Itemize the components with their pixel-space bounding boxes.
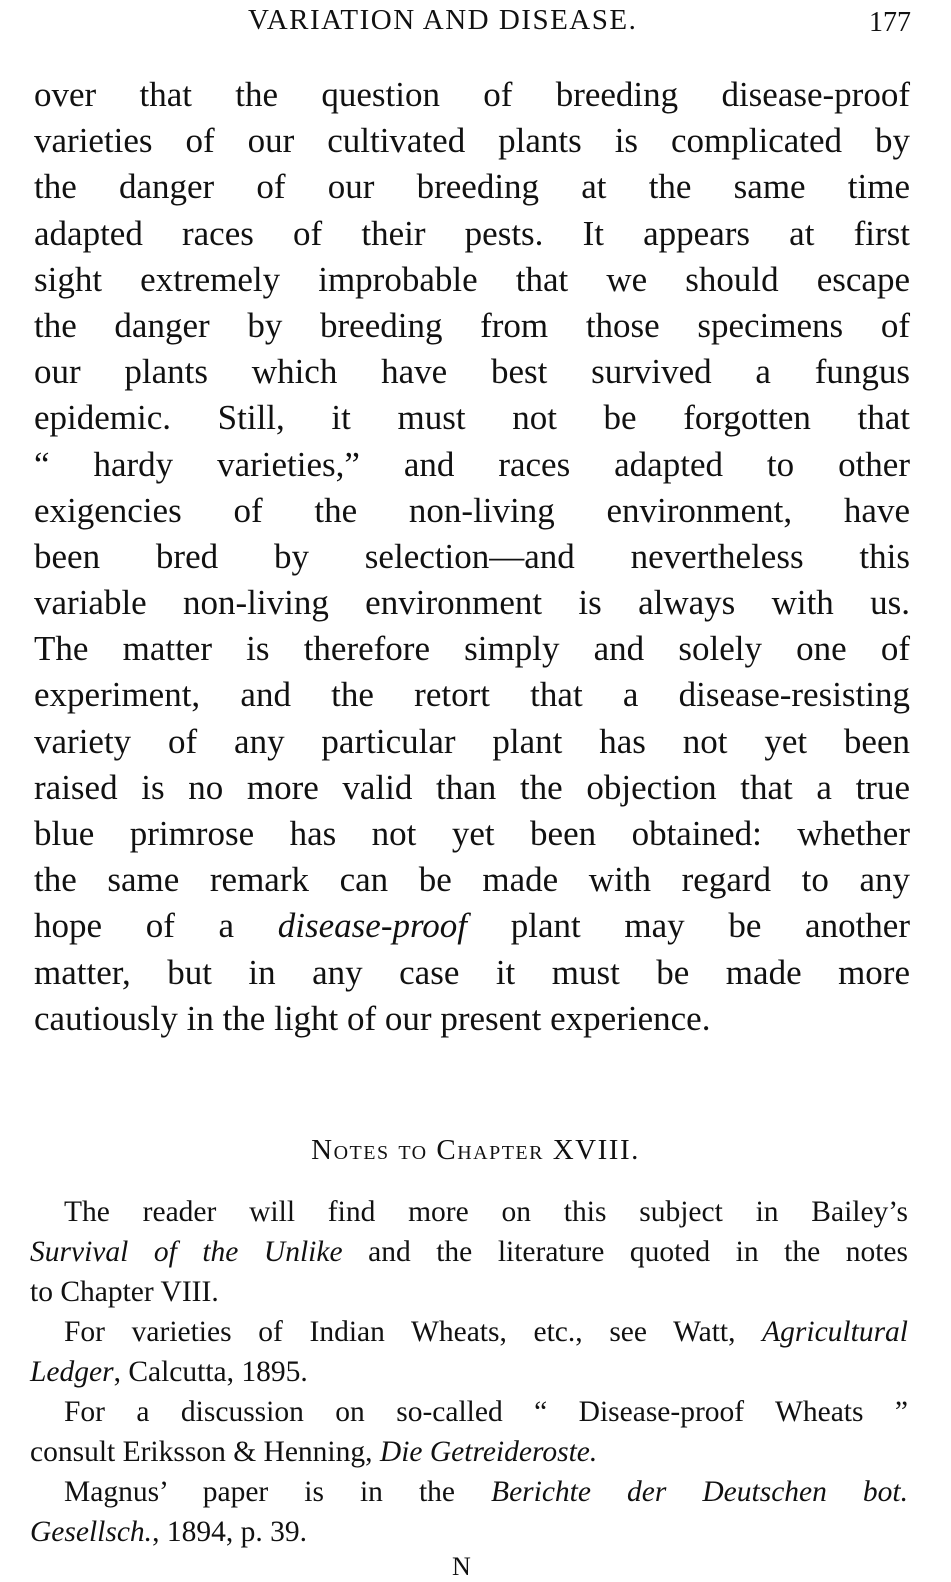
line-text: and the literature quoted in the notes	[342, 1236, 908, 1268]
body-line: experiment, and the retort that a disease-resisting	[34, 675, 910, 715]
body-line: the danger of our breeding at the same time	[34, 167, 910, 207]
body-line: sight extremely improbable that we should escape	[34, 259, 910, 299]
body-line: blue primrose has not yet been obtained: whether	[34, 814, 910, 853]
note-line	[30, 1352, 908, 1392]
line-text: , Calcutta, 1895.	[113, 1356, 308, 1388]
note-line: The reader will find more on this subject in Bailey’s	[64, 1196, 908, 1228]
book-title: Die Getreideroste.	[379, 1436, 598, 1468]
line-text: Magnus’ paper is in the	[64, 1476, 492, 1508]
book-title: Survival of the Unlike	[30, 1236, 343, 1268]
body-line: adapted races of their pests. It appears at first	[34, 213, 910, 253]
body-line: varieties of our cultivated plants is complicated by	[34, 121, 910, 161]
note-line: For a discussion on so-called “ Disease-proof Wheats ”	[64, 1396, 908, 1428]
line-text: For varieties of Indian Wheats, etc., see Watt,	[64, 1316, 763, 1348]
body-line: epidemic. Still, it must not be forgotten that	[34, 398, 910, 438]
running-title: VARIATION AND DISEASE.	[248, 4, 638, 36]
note-line: to Chapter VIII.	[30, 1276, 219, 1308]
body-line: over that the question of breeding disease-proof	[34, 75, 910, 114]
journal-title: Gesellsch.	[30, 1516, 153, 1548]
book-title: Agricultural	[762, 1316, 908, 1348]
note-line	[30, 1232, 908, 1272]
body-line: variable non-living environment is always with us.	[34, 583, 910, 623]
note-line	[30, 1432, 908, 1472]
note-line	[30, 1312, 908, 1352]
line-text: consult Eriksson & Henning,	[30, 1436, 380, 1468]
body-line: exigencies of the non-living environment, have	[34, 490, 910, 530]
line-text: , 1894, p. 39.	[152, 1516, 307, 1548]
line-text: hope of a	[34, 906, 278, 946]
body-line: The matter is therefore simply and solely one of	[34, 629, 910, 669]
body-line-last: cautiously in the light of our present experience.	[34, 998, 711, 1038]
page-number: 177	[869, 7, 911, 38]
signature-mark: N	[452, 1552, 471, 1581]
body-line: variety of any particular plant has not yet been	[34, 721, 910, 761]
notes-section	[30, 1192, 908, 1552]
body-line-with-italic	[34, 903, 910, 949]
body-line: “ hardy varieties,” and races adapted to other	[34, 444, 910, 484]
book-title: Ledger	[30, 1356, 114, 1388]
body-line: our plants which have best survived a fungus	[34, 352, 910, 392]
body-line: raised is no more valid than the objection that a true	[34, 767, 910, 807]
body-line: been bred by selection—and nevertheless this	[34, 536, 910, 576]
line-text: plant may be another	[467, 906, 910, 946]
italic-term: disease-proof	[277, 906, 468, 946]
body-line: the same remark can be made with regard to any	[34, 860, 910, 900]
notes-heading: Notes to Chapter XVIII.	[311, 1134, 640, 1166]
body-line: matter, but in any case it must be made more	[34, 952, 910, 992]
note-line	[30, 1472, 908, 1512]
note-line	[30, 1512, 908, 1552]
running-head	[0, 4, 951, 44]
body-line: the danger by breeding from those specimens of	[34, 305, 910, 345]
journal-title: Berichte der Deutschen bot.	[491, 1476, 908, 1508]
body-paragraph	[34, 72, 910, 1042]
